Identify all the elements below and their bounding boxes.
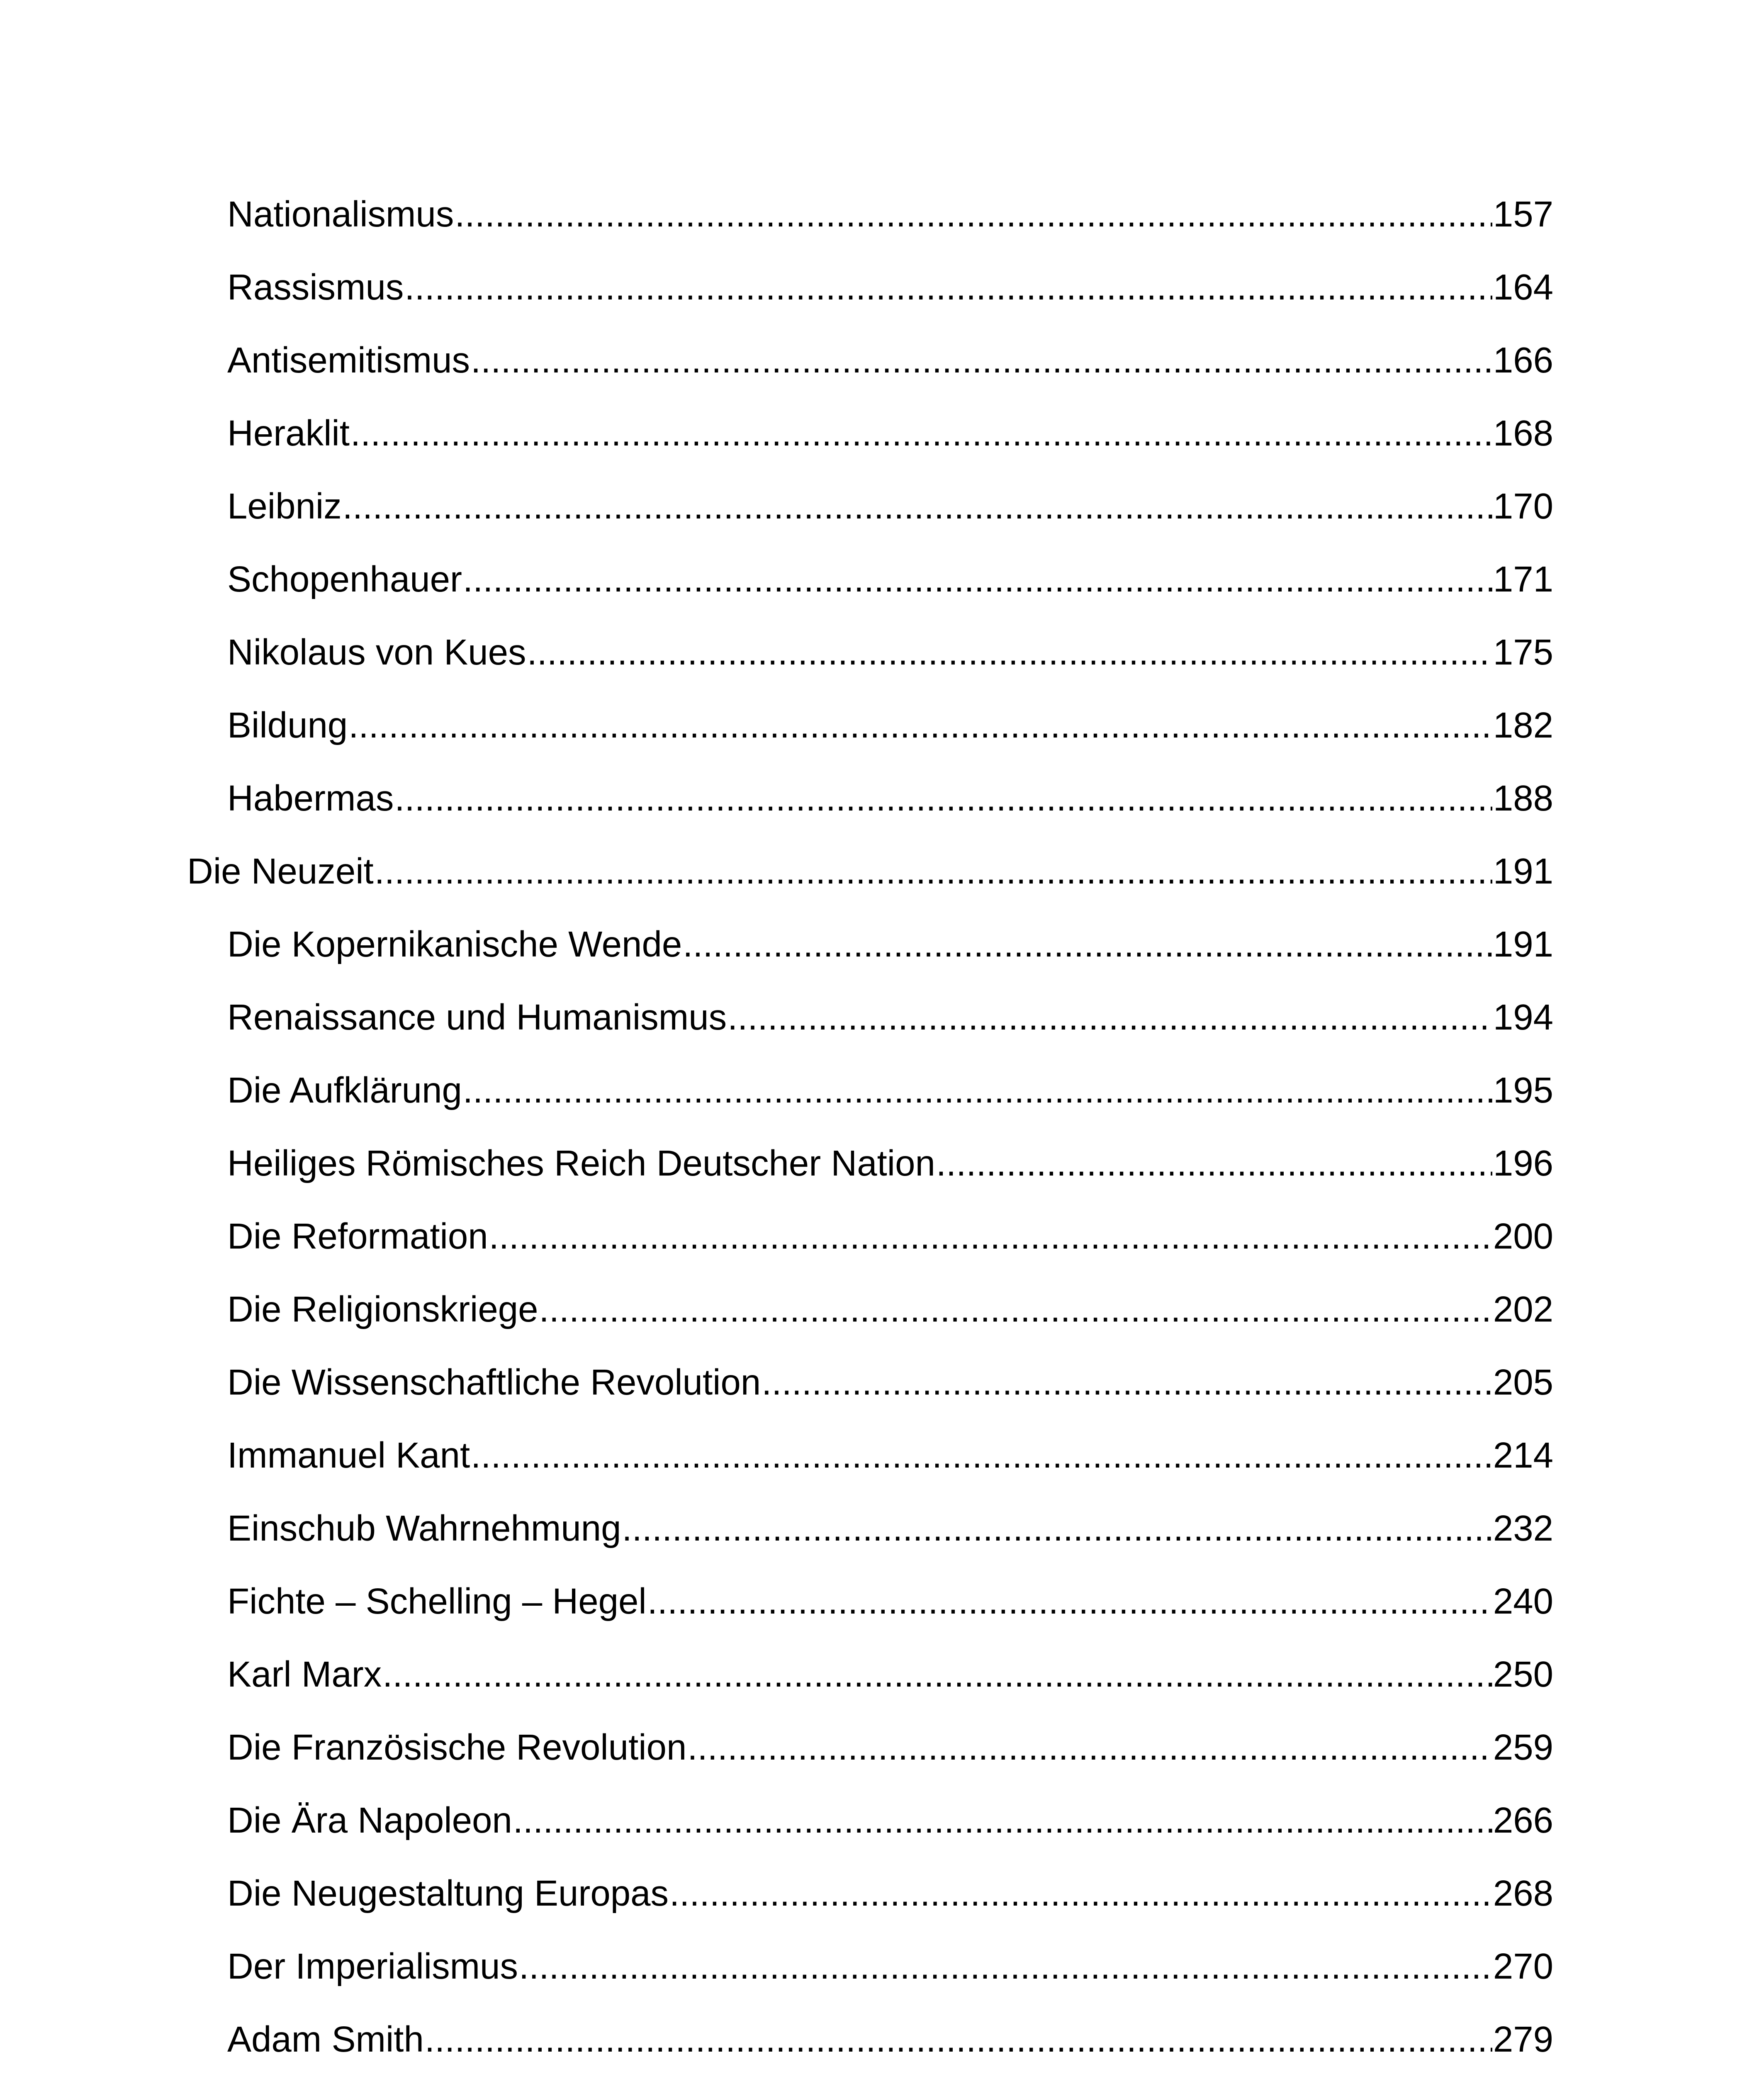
toc-entry-title: Die Aufklärung <box>227 1070 462 1110</box>
toc-entry-title: Die Ära Napoleon <box>227 1800 512 1840</box>
toc-dot-leader <box>539 1291 1492 1327</box>
toc-entry-kolonialzeit[interactable] <box>227 2072 1553 2074</box>
toc-entry-franzoesische-revolution[interactable] <box>227 1707 1553 1765</box>
toc-dot-leader <box>343 488 1492 524</box>
toc-entry-title: Die Neugestaltung Europas <box>227 1873 669 1913</box>
toc-entry-title: Immanuel Kant <box>227 1435 470 1475</box>
toc-entry-page: 196 <box>1493 1143 1553 1183</box>
toc-entry-page: 164 <box>1493 267 1553 307</box>
toc-dot-leader <box>463 561 1492 597</box>
toc-entry-title: Die Religionskriege <box>227 1289 538 1329</box>
toc-dot-leader <box>687 1729 1492 1765</box>
toc-entry-title: Habermas <box>227 778 394 818</box>
toc-entry-title: Karl Marx <box>227 1654 382 1694</box>
toc-entry-title: Die Neuzeit <box>187 851 374 891</box>
toc-entry-neugestaltung-europas[interactable] <box>227 1853 1553 1911</box>
toc-entry-renaissance-humanismus[interactable] <box>227 977 1553 1035</box>
toc-entry-page: 194 <box>1493 997 1553 1037</box>
toc-entry-fichte-schelling-hegel[interactable] <box>227 1561 1553 1619</box>
toc-entry-page: 191 <box>1493 851 1553 891</box>
toc-entry-page: 195 <box>1493 1070 1553 1110</box>
toc-dot-leader <box>394 780 1492 816</box>
toc-entry-title: Heraklit <box>227 413 350 453</box>
toc-entry-title: Die Französische Revolution <box>227 1727 687 1767</box>
toc-entry-page: 240 <box>1493 1581 1553 1621</box>
toc-entry-reformation[interactable] <box>227 1196 1553 1254</box>
toc-dot-leader <box>375 853 1492 889</box>
toc-entry-title: Heiliges Römisches Reich Deutscher Nation <box>227 1143 935 1183</box>
toc-dot-leader <box>348 707 1492 743</box>
toc-dot-leader <box>936 1145 1492 1181</box>
toc-dot-leader <box>527 634 1492 670</box>
toc-dot-leader <box>404 269 1492 305</box>
toc-entry-title: Antisemitismus <box>227 340 470 380</box>
toc-entry-page: 232 <box>1493 1508 1553 1548</box>
toc-entry-heraklit[interactable] <box>227 393 1553 451</box>
toc-entry-page: 250 <box>1493 1654 1553 1694</box>
toc-entry-adam-smith[interactable] <box>227 1999 1553 2057</box>
toc-dot-leader <box>455 196 1492 232</box>
toc-entry-title: Renaissance und Humanismus <box>227 997 727 1037</box>
toc-dot-leader <box>471 1437 1492 1473</box>
toc-entry-title: Leibniz <box>227 486 342 526</box>
toc-dot-leader <box>513 1802 1492 1838</box>
toc-entry-title: Der Imperialismus <box>227 1946 518 1986</box>
toc-entry-page: 166 <box>1493 340 1553 380</box>
toc-entry-page: 191 <box>1493 924 1553 964</box>
toc-entry-page: 214 <box>1493 1435 1553 1475</box>
toc-entry-title: Die Kopernikanische Wende <box>227 924 682 964</box>
toc-entry-title: Nationalismus <box>227 194 454 234</box>
toc-entry-page: 279 <box>1493 2019 1553 2059</box>
toc-entry-aufklaerung[interactable] <box>227 1050 1553 1108</box>
toc-entry-title: Rassismus <box>227 267 404 307</box>
toc-entry-nationalismus[interactable] <box>227 174 1553 232</box>
toc-entry-page: 182 <box>1493 705 1553 745</box>
toc-dot-leader <box>683 926 1492 962</box>
toc-entry-title: Nikolaus von Kues <box>227 632 526 672</box>
toc-entry-page: 188 <box>1493 778 1553 818</box>
toc-entry-religionskriege[interactable] <box>227 1269 1553 1327</box>
toc-entry-title: Die Reformation <box>227 1216 488 1256</box>
toc-entry-page: 175 <box>1493 632 1553 672</box>
toc-dot-leader <box>463 1072 1492 1108</box>
toc-entry-einschub-wahrnehmung[interactable] <box>227 1488 1553 1546</box>
toc-entry-title: Schopenhauer <box>227 559 462 599</box>
toc-entry-title: Adam Smith <box>227 2019 424 2059</box>
toc-dot-leader <box>382 1656 1492 1692</box>
toc-entry-antisemitismus[interactable] <box>227 320 1553 378</box>
toc-entry-leibniz[interactable] <box>227 466 1553 524</box>
toc-entry-page: 202 <box>1493 1289 1553 1329</box>
toc-entry-page: 157 <box>1493 194 1553 234</box>
toc-dot-leader <box>519 1948 1492 1984</box>
toc-dot-leader <box>622 1510 1492 1546</box>
toc-entry-title: Fichte – Schelling – Hegel <box>227 1581 647 1621</box>
toc-entry-aera-napoleon[interactable] <box>227 1780 1553 1838</box>
toc-entry-wissenschaftliche-revolution[interactable] <box>227 1342 1553 1400</box>
toc-dot-leader <box>762 1364 1492 1400</box>
toc-dot-leader <box>489 1218 1492 1254</box>
toc-dot-leader <box>669 1875 1492 1911</box>
toc-entry-die-neuzeit[interactable] <box>187 831 1553 889</box>
toc-entry-page: 171 <box>1493 559 1553 599</box>
toc-dot-leader <box>727 999 1492 1035</box>
toc-entry-heiliges-roemisches-reich[interactable] <box>227 1123 1553 1181</box>
toc-entry-page: 205 <box>1493 1362 1553 1402</box>
toc-entry-title: Bildung <box>227 705 348 745</box>
toc-entry-habermas[interactable] <box>227 758 1553 816</box>
toc-entry-bildung[interactable] <box>227 685 1553 743</box>
toc-entry-nikolaus-von-kues[interactable] <box>227 612 1553 670</box>
toc-entry-title: Einschub Wahrnehmung <box>227 1508 621 1548</box>
toc-entry-kopernikanische-wende[interactable] <box>227 904 1553 962</box>
toc-entry-schopenhauer[interactable] <box>227 539 1553 597</box>
toc-dot-leader <box>350 415 1492 451</box>
toc-dot-leader <box>471 342 1492 378</box>
toc-entry-page: 270 <box>1493 1946 1553 1986</box>
toc-entry-page: 268 <box>1493 1873 1553 1913</box>
toc-dot-leader <box>647 1583 1492 1619</box>
toc-entry-imperialismus[interactable] <box>227 1926 1553 1984</box>
toc-entry-page: 170 <box>1493 486 1553 526</box>
toc-entry-page: 266 <box>1493 1800 1553 1840</box>
toc-dot-leader <box>425 2021 1492 2057</box>
toc-entry-page: 259 <box>1493 1727 1553 1767</box>
toc-entry-title: Die Wissenschaftliche Revolution <box>227 1362 761 1402</box>
toc-entry-page: 200 <box>1493 1216 1553 1256</box>
toc-entry-page: 168 <box>1493 413 1553 453</box>
toc-entry-rassismus[interactable] <box>227 247 1553 305</box>
toc-entry-karl-marx[interactable] <box>227 1634 1553 1692</box>
toc-entry-immanuel-kant[interactable] <box>227 1415 1553 1473</box>
